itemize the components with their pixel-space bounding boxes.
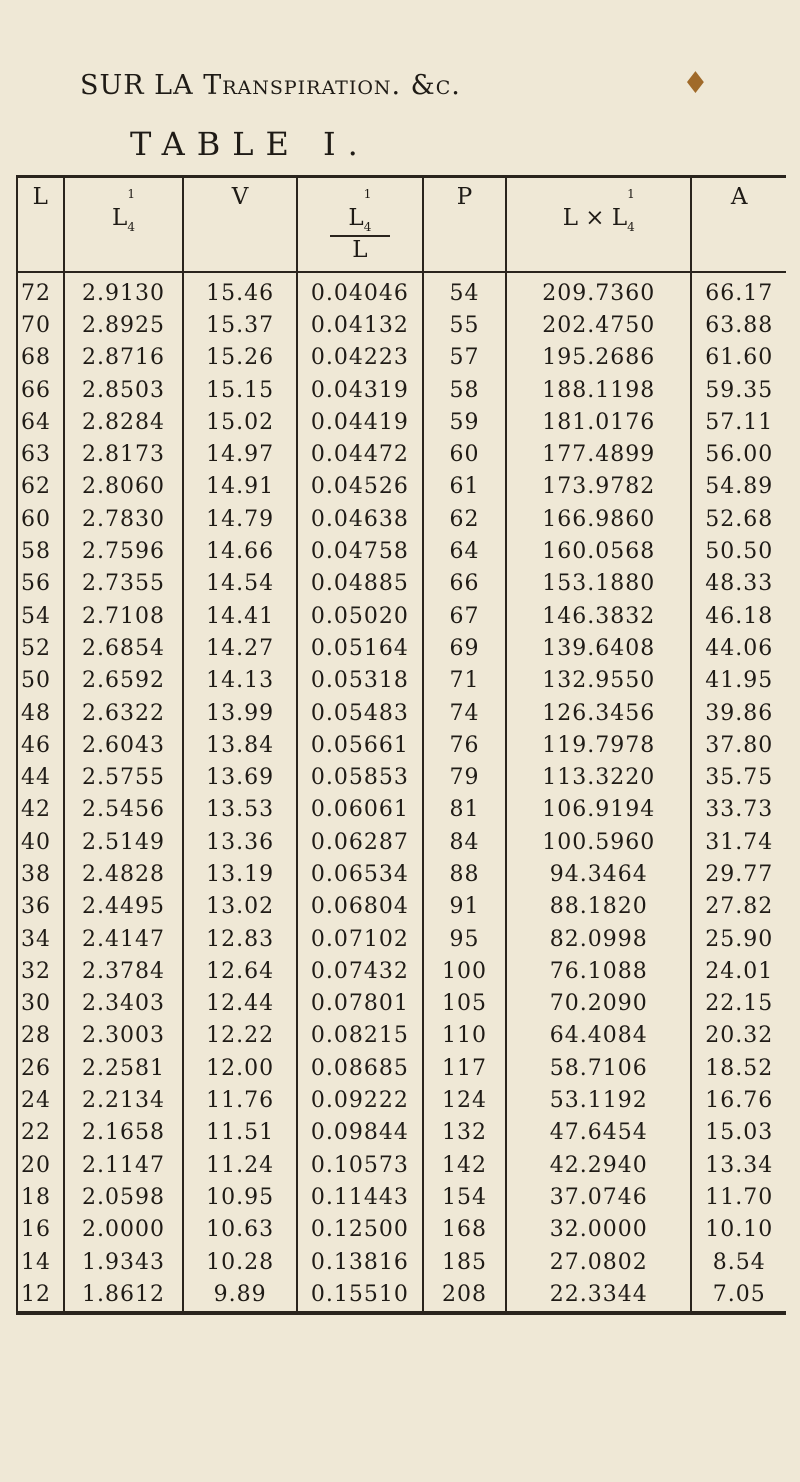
cell-L-quarter-over-L: 0.04472	[297, 438, 423, 470]
cell-L-times-L-quarter: 94.3464	[506, 858, 691, 890]
table-row	[17, 406, 786, 438]
cell-L: 54	[17, 600, 64, 632]
cell-L-quarter: 2.2134	[64, 1084, 184, 1116]
cell-L-times-L-quarter: 113.3220	[506, 761, 691, 793]
cell-L-quarter: 2.3003	[64, 1020, 184, 1052]
cell-P: 59	[423, 406, 506, 438]
cell-L: 20	[17, 1149, 64, 1181]
cell-A: 16.76	[691, 1084, 786, 1116]
cell-A: 11.70	[691, 1181, 786, 1213]
cell-L-quarter-over-L: 0.06287	[297, 826, 423, 858]
cell-L: 42	[17, 794, 64, 826]
cell-L: 32	[17, 955, 64, 987]
cell-V: 10.28	[183, 1246, 296, 1278]
cell-L-quarter: 2.7355	[64, 568, 184, 600]
cell-L-quarter-over-L: 0.11443	[297, 1181, 423, 1213]
cell-L-times-L-quarter: 100.5960	[506, 826, 691, 858]
cell-L-quarter-over-L: 0.06061	[297, 794, 423, 826]
table-row	[17, 794, 786, 826]
cell-P: 54	[423, 272, 506, 309]
cell-P: 58	[423, 374, 506, 406]
cell-L-quarter-over-L: 0.05020	[297, 600, 423, 632]
cell-L-quarter-over-L: 0.05661	[297, 729, 423, 761]
cell-L-quarter-over-L: 0.04638	[297, 503, 423, 535]
table-row	[17, 1246, 786, 1278]
cell-P: 55	[423, 309, 506, 341]
cell-V: 11.76	[183, 1084, 296, 1116]
cell-L-times-L-quarter: 27.0802	[506, 1246, 691, 1278]
cell-P: 84	[423, 826, 506, 858]
cell-L-times-L-quarter: 209.7360	[506, 272, 691, 309]
cell-A: 35.75	[691, 761, 786, 793]
cell-P: 79	[423, 761, 506, 793]
header-row	[17, 177, 786, 273]
cell-L-quarter-over-L: 0.12500	[297, 1214, 423, 1246]
cell-P: 185	[423, 1246, 506, 1278]
cell-L-quarter-over-L: 0.05483	[297, 697, 423, 729]
cell-L: 26	[17, 1052, 64, 1084]
table-row	[17, 632, 786, 664]
cell-L-quarter: 2.7830	[64, 503, 184, 535]
cell-L: 63	[17, 438, 64, 470]
cell-V: 14.27	[183, 632, 296, 664]
table-row	[17, 1181, 786, 1213]
table-row	[17, 309, 786, 341]
cell-P: 208	[423, 1278, 506, 1312]
cell-V: 14.41	[183, 600, 296, 632]
cell-P: 154	[423, 1181, 506, 1213]
cell-A: 22.15	[691, 988, 786, 1020]
cell-A: 15.03	[691, 1117, 786, 1149]
cell-L: 44	[17, 761, 64, 793]
cell-L-quarter-over-L: 0.08215	[297, 1020, 423, 1052]
cell-A: 18.52	[691, 1052, 786, 1084]
table-row	[17, 988, 786, 1020]
cell-P: 117	[423, 1052, 506, 1084]
cell-L-quarter-over-L: 0.05164	[297, 632, 423, 664]
cell-A: 59.35	[691, 374, 786, 406]
cell-L-times-L-quarter: 32.0000	[506, 1214, 691, 1246]
cell-L-quarter-over-L: 0.04132	[297, 309, 423, 341]
cell-A: 63.88	[691, 309, 786, 341]
cell-P: 71	[423, 665, 506, 697]
cell-L: 28	[17, 1020, 64, 1052]
cell-V: 14.54	[183, 568, 296, 600]
cell-L-quarter: 2.8503	[64, 374, 184, 406]
cell-V: 13.19	[183, 858, 296, 890]
table-row	[17, 697, 786, 729]
cell-L: 22	[17, 1117, 64, 1149]
table-row	[17, 826, 786, 858]
cell-L-quarter: 2.9130	[64, 272, 184, 309]
cell-L: 16	[17, 1214, 64, 1246]
cell-V: 11.24	[183, 1149, 296, 1181]
cell-L-times-L-quarter: 53.1192	[506, 1084, 691, 1116]
cell-L-times-L-quarter: 119.7978	[506, 729, 691, 761]
table-row	[17, 272, 786, 309]
cell-L-times-L-quarter: 181.0176	[506, 406, 691, 438]
cell-P: 110	[423, 1020, 506, 1052]
cell-L-quarter-over-L: 0.05318	[297, 665, 423, 697]
cell-L: 66	[17, 374, 64, 406]
cell-P: 132	[423, 1117, 506, 1149]
cell-L: 50	[17, 665, 64, 697]
cell-V: 15.46	[183, 272, 296, 309]
cell-A: 39.86	[691, 697, 786, 729]
cell-V: 15.02	[183, 406, 296, 438]
cell-P: 62	[423, 503, 506, 535]
cell-L-quarter: 2.7108	[64, 600, 184, 632]
cell-P: 61	[423, 471, 506, 503]
cell-V: 13.69	[183, 761, 296, 793]
table-row	[17, 471, 786, 503]
cell-L-quarter-over-L: 0.04885	[297, 568, 423, 600]
table-row	[17, 1214, 786, 1246]
cell-L: 18	[17, 1181, 64, 1213]
cell-A: 20.32	[691, 1020, 786, 1052]
cell-P: 168	[423, 1214, 506, 1246]
cell-V: 12.00	[183, 1052, 296, 1084]
cell-L: 34	[17, 923, 64, 955]
table-row	[17, 858, 786, 890]
table-row	[17, 1117, 786, 1149]
cell-L-times-L-quarter: 202.4750	[506, 309, 691, 341]
cell-L-quarter: 2.6322	[64, 697, 184, 729]
header-V: V	[183, 177, 296, 273]
table-row	[17, 568, 786, 600]
cell-L-quarter-over-L: 0.04419	[297, 406, 423, 438]
cell-P: 76	[423, 729, 506, 761]
cell-P: 67	[423, 600, 506, 632]
table-row	[17, 1052, 786, 1084]
cell-A: 48.33	[691, 568, 786, 600]
cell-L-quarter-over-L: 0.04046	[297, 272, 423, 309]
cell-L-quarter: 2.4147	[64, 923, 184, 955]
cell-L-times-L-quarter: 47.6454	[506, 1117, 691, 1149]
header-L-times-L-quarter: $L \times L^1$ $_4$	[506, 177, 691, 273]
cell-P: 105	[423, 988, 506, 1020]
cell-A: 52.68	[691, 503, 786, 535]
table-row	[17, 374, 786, 406]
cell-L-quarter-over-L: 0.05853	[297, 761, 423, 793]
cell-L-quarter: 2.6043	[64, 729, 184, 761]
cell-V: 14.91	[183, 471, 296, 503]
cell-L-quarter: 2.1658	[64, 1117, 184, 1149]
cell-L-times-L-quarter: 58.7106	[506, 1052, 691, 1084]
cell-L: 68	[17, 342, 64, 374]
cell-P: 124	[423, 1084, 506, 1116]
cell-A: 25.90	[691, 923, 786, 955]
cell-L-quarter: 2.6592	[64, 665, 184, 697]
cell-A: 46.18	[691, 600, 786, 632]
data-table-wrapper	[16, 175, 786, 1315]
cell-L: 58	[17, 535, 64, 567]
cell-V: 13.02	[183, 891, 296, 923]
running-head-smallcaps: Transpiration. &c.	[203, 70, 461, 101]
table-row	[17, 923, 786, 955]
cell-V: 15.15	[183, 374, 296, 406]
page-mark: ♦	[682, 66, 709, 101]
cell-L-times-L-quarter: 188.1198	[506, 374, 691, 406]
cell-L-quarter-over-L: 0.13816	[297, 1246, 423, 1278]
table-row	[17, 891, 786, 923]
cell-V: 10.95	[183, 1181, 296, 1213]
cell-A: 8.54	[691, 1246, 786, 1278]
cell-L-quarter-over-L: 0.06804	[297, 891, 423, 923]
cell-L-times-L-quarter: 76.1088	[506, 955, 691, 987]
cell-A: 24.01	[691, 955, 786, 987]
header-A: A	[691, 177, 786, 273]
cell-L-quarter: 2.2581	[64, 1052, 184, 1084]
running-head-left: SUR LA	[80, 70, 204, 101]
cell-P: 64	[423, 535, 506, 567]
cell-L: 64	[17, 406, 64, 438]
cell-V: 14.79	[183, 503, 296, 535]
cell-L: 24	[17, 1084, 64, 1116]
table-row	[17, 665, 786, 697]
cell-L-quarter-over-L: 0.08685	[297, 1052, 423, 1084]
cell-L: 56	[17, 568, 64, 600]
cell-L-quarter: 2.1147	[64, 1149, 184, 1181]
cell-A: 33.73	[691, 794, 786, 826]
cell-V: 11.51	[183, 1117, 296, 1149]
cell-L-quarter-over-L: 0.04526	[297, 471, 423, 503]
cell-L-quarter: 2.5149	[64, 826, 184, 858]
table-row	[17, 438, 786, 470]
cell-L-quarter: 2.8060	[64, 471, 184, 503]
cell-L-quarter-over-L: 0.04223	[297, 342, 423, 374]
cell-L-quarter: 2.4495	[64, 891, 184, 923]
cell-L-quarter: 2.3784	[64, 955, 184, 987]
cell-L: 12	[17, 1278, 64, 1312]
cell-L-quarter-over-L: 0.10573	[297, 1149, 423, 1181]
table-row	[17, 503, 786, 535]
cell-V: 12.44	[183, 988, 296, 1020]
cell-P: 57	[423, 342, 506, 374]
cell-L: 36	[17, 891, 64, 923]
cell-L-times-L-quarter: 173.9782	[506, 471, 691, 503]
cell-L: 52	[17, 632, 64, 664]
cell-L-quarter-over-L: 0.09222	[297, 1084, 423, 1116]
cell-L: 62	[17, 471, 64, 503]
cell-L: 46	[17, 729, 64, 761]
cell-L-quarter: 1.8612	[64, 1278, 184, 1312]
cell-P: 100	[423, 955, 506, 987]
header-L-quarter: $L^1$ $_4$	[64, 177, 184, 273]
cell-L-times-L-quarter: 106.9194	[506, 794, 691, 826]
cell-V: 12.22	[183, 1020, 296, 1052]
cell-L-quarter: 1.9343	[64, 1246, 184, 1278]
cell-L-quarter-over-L: 0.07432	[297, 955, 423, 987]
cell-L: 30	[17, 988, 64, 1020]
table-row	[17, 1149, 786, 1181]
cell-L-quarter: 2.3403	[64, 988, 184, 1020]
cell-L-times-L-quarter: 166.9860	[506, 503, 691, 535]
cell-L-times-L-quarter: 82.0998	[506, 923, 691, 955]
table-row	[17, 1278, 786, 1312]
table-row	[17, 535, 786, 567]
cell-V: 14.97	[183, 438, 296, 470]
cell-A: 7.05	[691, 1278, 786, 1312]
cell-P: 74	[423, 697, 506, 729]
header-L: L	[17, 177, 64, 273]
cell-L-quarter: 2.8925	[64, 309, 184, 341]
cell-A: 27.82	[691, 891, 786, 923]
cell-A: 66.17	[691, 272, 786, 309]
cell-V: 13.53	[183, 794, 296, 826]
cell-L: 14	[17, 1246, 64, 1278]
table-row	[17, 600, 786, 632]
cell-L-quarter-over-L: 0.04758	[297, 535, 423, 567]
cell-L-quarter: 2.5755	[64, 761, 184, 793]
cell-L-quarter: 2.8173	[64, 438, 184, 470]
table-row	[17, 955, 786, 987]
cell-L-quarter-over-L: 0.07801	[297, 988, 423, 1020]
cell-A: 56.00	[691, 438, 786, 470]
cell-L-quarter: 2.0000	[64, 1214, 184, 1246]
cell-L-times-L-quarter: 146.3832	[506, 600, 691, 632]
cell-L-times-L-quarter: 160.0568	[506, 535, 691, 567]
cell-L-times-L-quarter: 132.9550	[506, 665, 691, 697]
cell-L-times-L-quarter: 70.2090	[506, 988, 691, 1020]
cell-V: 15.26	[183, 342, 296, 374]
cell-L-quarter-over-L: 0.07102	[297, 923, 423, 955]
cell-A: 10.10	[691, 1214, 786, 1246]
cell-L-times-L-quarter: 177.4899	[506, 438, 691, 470]
cell-L-times-L-quarter: 42.2940	[506, 1149, 691, 1181]
cell-V: 12.64	[183, 955, 296, 987]
cell-L: 70	[17, 309, 64, 341]
cell-A: 13.34	[691, 1149, 786, 1181]
cell-L: 38	[17, 858, 64, 890]
cell-V: 14.66	[183, 535, 296, 567]
cell-L: 60	[17, 503, 64, 535]
cell-L-times-L-quarter: 37.0746	[506, 1181, 691, 1213]
cell-L-quarter-over-L: 0.04319	[297, 374, 423, 406]
cell-L: 40	[17, 826, 64, 858]
cell-V: 13.36	[183, 826, 296, 858]
cell-V: 13.99	[183, 697, 296, 729]
cell-A: 61.60	[691, 342, 786, 374]
table-title: TABLE I.	[130, 125, 370, 163]
running-head	[80, 70, 461, 101]
cell-A: 57.11	[691, 406, 786, 438]
cell-P: 81	[423, 794, 506, 826]
table-row	[17, 729, 786, 761]
cell-L-quarter-over-L: 0.09844	[297, 1117, 423, 1149]
cell-L-times-L-quarter: 126.3456	[506, 697, 691, 729]
cell-L-times-L-quarter: 139.6408	[506, 632, 691, 664]
cell-A: 29.77	[691, 858, 786, 890]
cell-V: 9.89	[183, 1278, 296, 1312]
cell-A: 37.80	[691, 729, 786, 761]
cell-L: 48	[17, 697, 64, 729]
header-P: P	[423, 177, 506, 273]
cell-A: 54.89	[691, 471, 786, 503]
cell-L-quarter: 2.4828	[64, 858, 184, 890]
table-row	[17, 1020, 786, 1052]
cell-V: 14.13	[183, 665, 296, 697]
cell-L-quarter: 2.6854	[64, 632, 184, 664]
cell-V: 13.84	[183, 729, 296, 761]
cell-L-quarter: 2.8284	[64, 406, 184, 438]
cell-L-quarter-over-L: 0.06534	[297, 858, 423, 890]
cell-L-quarter: 2.7596	[64, 535, 184, 567]
cell-L-times-L-quarter: 195.2686	[506, 342, 691, 374]
cell-P: 60	[423, 438, 506, 470]
cell-V: 12.83	[183, 923, 296, 955]
cell-L-quarter: 2.5456	[64, 794, 184, 826]
cell-P: 88	[423, 858, 506, 890]
cell-L-times-L-quarter: 64.4084	[506, 1020, 691, 1052]
cell-L: 72	[17, 272, 64, 309]
cell-L-quarter-over-L: 0.15510	[297, 1278, 423, 1312]
cell-V: 10.63	[183, 1214, 296, 1246]
data-table	[16, 175, 786, 1315]
table-row	[17, 761, 786, 793]
cell-A: 50.50	[691, 535, 786, 567]
cell-P: 91	[423, 891, 506, 923]
cell-L-quarter: 2.8716	[64, 342, 184, 374]
cell-L-times-L-quarter: 88.1820	[506, 891, 691, 923]
cell-L-times-L-quarter: 153.1880	[506, 568, 691, 600]
cell-P: 95	[423, 923, 506, 955]
cell-L-times-L-quarter: 22.3344	[506, 1278, 691, 1312]
cell-P: 69	[423, 632, 506, 664]
cell-A: 44.06	[691, 632, 786, 664]
table-body	[17, 272, 786, 1313]
cell-P: 66	[423, 568, 506, 600]
cell-V: 15.37	[183, 309, 296, 341]
cell-L-quarter: 2.0598	[64, 1181, 184, 1213]
header-L-quarter-over-L: $L^1$ $_4$ L	[297, 177, 423, 273]
cell-P: 142	[423, 1149, 506, 1181]
cell-A: 41.95	[691, 665, 786, 697]
table-row	[17, 1084, 786, 1116]
cell-A: 31.74	[691, 826, 786, 858]
table-row	[17, 342, 786, 374]
